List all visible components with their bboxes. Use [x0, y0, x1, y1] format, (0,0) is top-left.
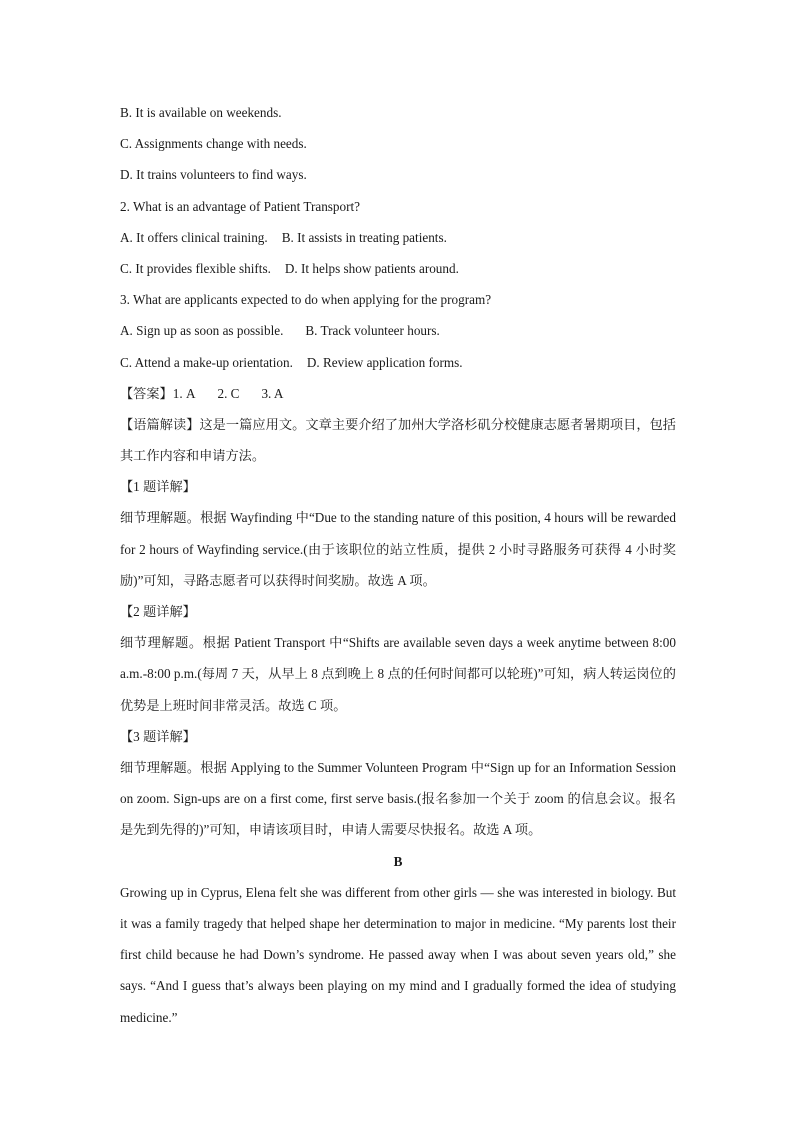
q2-option-d: D. It helps show patients around.	[284, 260, 459, 276]
overview-label: 【语篇解读】	[120, 416, 200, 432]
q1-option-b: B. It is available on weekends.	[120, 105, 282, 120]
answer-label: 【答案】	[120, 385, 173, 401]
q2-question: 2. What is an advantage of Patient Transport?	[120, 198, 361, 214]
overview-text: 这是一篇应用文。文章主要介绍了加州大学洛杉矶分校健康志愿者暑期项目，包括其工作内容和申请方法。	[120, 416, 676, 464]
q1-option-c: C. Assignments change with needs.	[120, 136, 307, 152]
q2-option-c: C. It provides flexible shifts.	[120, 260, 271, 276]
q3-option-d: D. Review application forms.	[306, 354, 463, 370]
q1-option-d: D. It trains volunteers to find ways.	[120, 167, 307, 183]
q2-option-a: A. It offers clinical training.	[120, 229, 268, 245]
answer-3: 3. A	[261, 385, 284, 401]
answer-1: 1. A	[172, 385, 196, 401]
explain-2-text: 细节理解题。根据 Patient Transport 中“Shifts are available seven days a week anytime between 8:00 a.m.-8:00 p.m.(每周 7 天，从早上 8 点到晚上 8 点的任何时间都可以轮班)”可知，病人转运岗位的优势是上班时间非常灵活。故选 C 项。	[120, 635, 676, 713]
overview-paragraph	[120, 409, 676, 471]
q2-options-row-2	[120, 253, 676, 284]
q3-question: 3. What are applicants expected to do when applying for the program?	[120, 292, 492, 308]
section-b-paragraph: Growing up in Cyprus, Elena felt she was different from other girls — she was interested in biology. But it was a family tragedy that helped shape her determination to major in medicine. “My parents lost their first child because he had Down’s syndrome. He passed away when I was about seven years old,” she says. “And I guess that’s always been playing on my mind and I gradually formed the idea of studying medicine.”	[120, 884, 676, 1025]
section-b-title: B	[393, 853, 403, 869]
explain-1-text: 细节理解题。根据 Wayfinding 中“Due to the standing nature of this position, 4 hours will be rewarded for 2 hours of Wayfinding service.(由于该职位的站立性质，提供 2 小时寻路服务可获得 4 小时奖励)”可知，寻路志愿者可以获得时间奖励。故选 A 项。	[120, 510, 676, 588]
explain-1-heading: 【1 题详解】	[120, 479, 196, 495]
document-page	[120, 97, 676, 1033]
explain-3-heading: 【3 题详解】	[120, 728, 196, 744]
q2-option-b: B. It assists in treating patients.	[281, 229, 447, 245]
q3-options-row-2	[120, 347, 676, 378]
answer-line	[120, 378, 676, 409]
answer-2: 2. C	[217, 385, 240, 401]
q3-option-a: A. Sign up as soon as possible.	[120, 323, 284, 339]
q3-option-c: C. Attend a make-up orientation.	[120, 354, 293, 370]
explain-3-text: 细节理解题。根据 Applying to the Summer Volunteen Program 中“Sign up for an Information Session on zoom. Sign-ups are on a first come, first serve basis.(报名参加一个关于 zoom 的信息会议。报名是先到先得的)”可知，申请该项目时，申请人需要尽快报名。故选 A 项。	[120, 760, 676, 838]
q3-option-b: B. Track volunteer hours.	[305, 323, 440, 339]
explain-2-heading: 【2 题详解】	[120, 604, 196, 620]
q3-options-row-1	[120, 315, 676, 346]
q2-options-row-1	[120, 222, 676, 253]
